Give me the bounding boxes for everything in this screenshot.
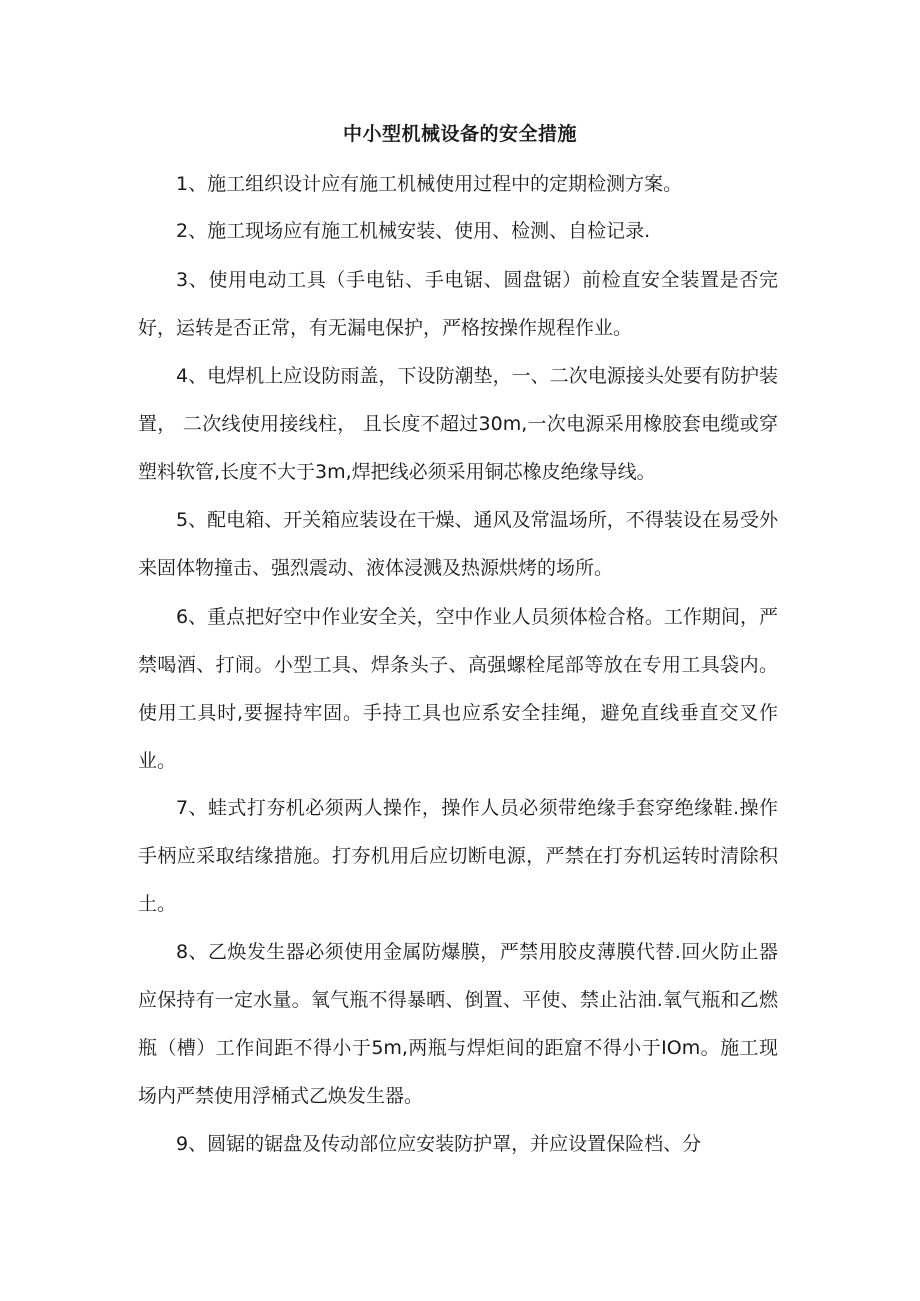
paragraph-1: 1、施工组织设计应有施工机械使用过程中的定期检测方案。 xyxy=(176,173,683,195)
paragraph-2: 2、施工现场应有施工机械安装、使用、检测、自检记录. xyxy=(176,220,651,242)
paragraph-9: 9、圆锯的锯盘及传动部位应安装防护罩，并应设置保险档、分 xyxy=(176,1133,702,1155)
paragraph-8: 8、乙焕发生器必须使用金属防爆膜，严禁用胶皮薄膜代替.回火防止器应保持有一定水量。氧气瓶不得暴晒、倒置、平使、禁止沾油.氧气瓶和乙燃瓶（槽）工作间距不得小于5m,两瓶与焊炬间的距窟不得小于IOm。施工现场内严禁使用浮桶式乙焕发生器。 xyxy=(138,941,778,1107)
paragraph-6: 6、重点把好空中作业安全关，空中作业人员须体检合格。工作期间，严禁喝酒、打闹。小型工具、焊条头子、高强螺栓尾部等放在专用工具袋内。使用工具时,要握持牢固。手持工具也应系安全挂绳，避免直线垂直交叉作业。 xyxy=(138,606,778,772)
paragraph-7: 7、蛙式打夯机必须两人操作，操作人员必须带绝缘手套穿绝缘鞋.操作手柄应采取结缘措施。打夯机用后应切断电源，严禁在打夯机运转时清除积土。 xyxy=(138,797,778,915)
document-title: 中小型机械设备的安全措施 xyxy=(342,123,577,145)
paragraph-5: 5、配电箱、开关箱应装设在干燥、通风及常温场所，不得装设在易受外来固体物撞击、强烈震动、液体浸溅及热源烘烤的场所。 xyxy=(138,509,778,579)
paragraph-4: 4、电焊机上应设防雨盖，下设防潮垫，一、二次电源接头处要有防护装置， 二次线使用接线柱， 且长度不超过30m,一次电源采用橡胶套电缆或穿塑料软管,长度不大于3m,焊把线必须采用铜芯橡皮绝缘导线。 xyxy=(138,365,778,483)
paragraph-3: 3、使用电动工具（手电钻、手电锯、圆盘锯）前检直安全装置是否完好，运转是否正常，有无漏电保护，严格按操作规程作业。 xyxy=(138,269,778,339)
